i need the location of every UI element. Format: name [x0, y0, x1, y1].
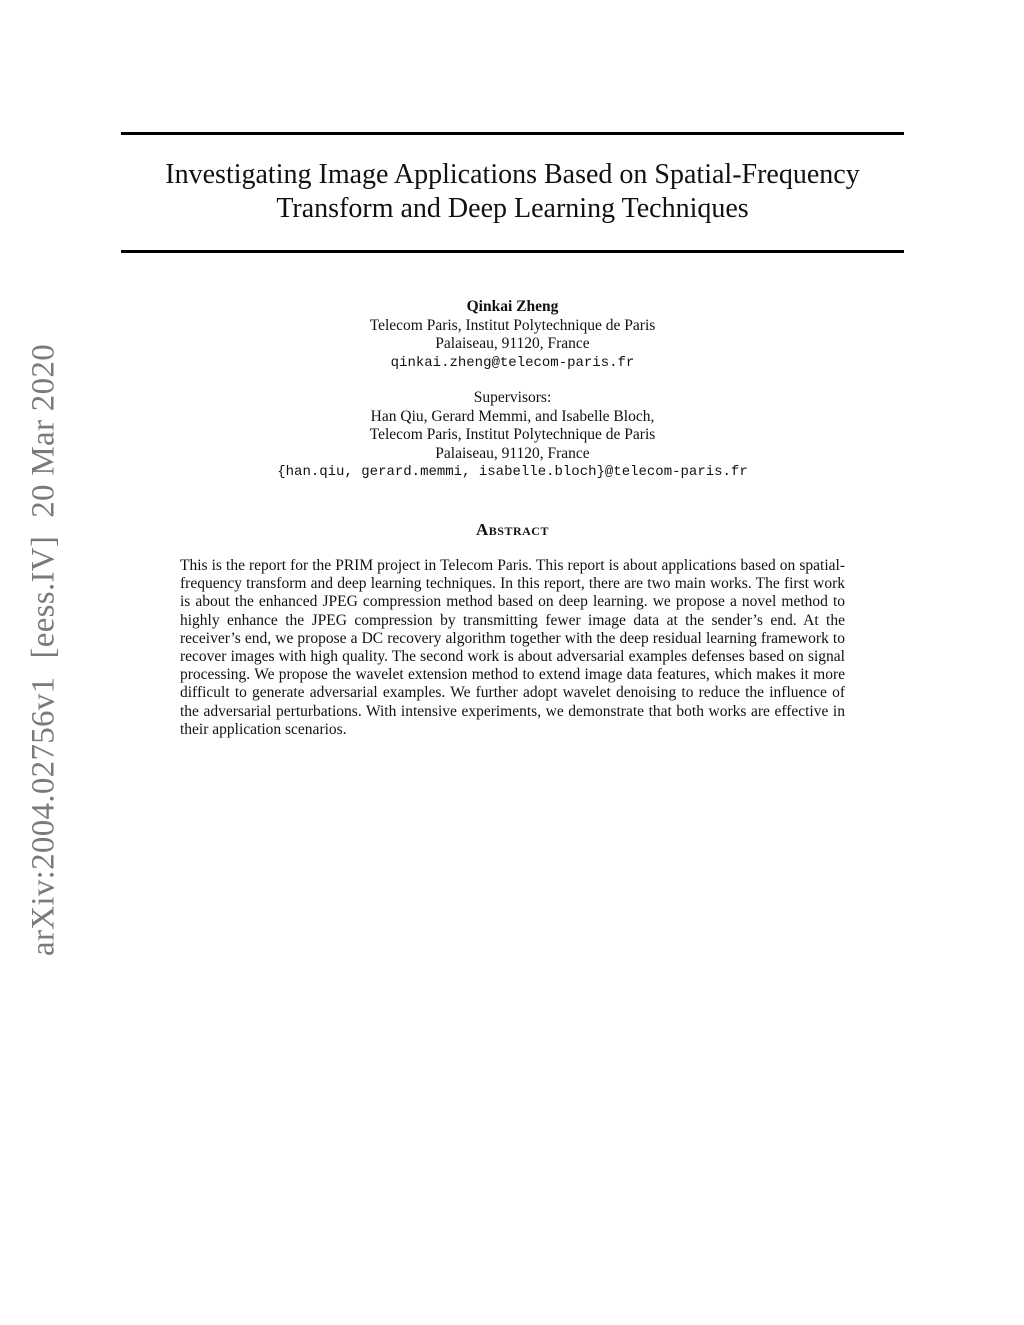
arxiv-id: arXiv:2004.02756v1	[25, 676, 62, 956]
title-top-rule	[121, 132, 904, 135]
abstract-heading: Abstract	[476, 520, 549, 539]
supervisors-address: Palaiseau, 91120, France	[435, 444, 590, 462]
title-bottom-rule	[121, 250, 904, 253]
arxiv-date: 20 Mar 2020	[25, 344, 62, 518]
supervisors-names: Han Qiu, Gerard Memmi, and Isabelle Bloch,	[370, 407, 655, 425]
paper-title	[121, 158, 904, 226]
title-line-1: Investigating Image Applications Based on Spatial-Frequency	[165, 159, 860, 190]
supervisors-label: Supervisors:	[473, 389, 552, 406]
author-block	[121, 298, 904, 482]
abstract-text: This is the report for the PRIM project in Telecom Paris. This report is about applications based on spatial-frequency transform and deep learning techniques. In this report, there are two main works. The first work is about the enhanced JPEG compression method based on deep learning. we propose a novel method to highly enhance the JPEG compression by transmitting fewer image data at the sender’s end. At the receiver’s end, we propose a DC recovery algorithm together with the deep residual learning framework to recover images with high quality. The second work is about adversarial examples defenses based on signal processing. We propose the wavelet extension method to extend image data features, which makes it more difficult to generate adversarial examples. We further adopt wavelet denoising to reduce the influence of the adversarial perturbations. With intensive experiments, we demonstrate that both works are effective in their application scenarios.	[180, 557, 845, 738]
supervisors-email: {han.qiu, gerard.memmi, isabelle.bloch}@telecom-paris.fr	[277, 464, 748, 480]
author-name: Qinkai Zheng	[466, 298, 559, 315]
author-address: Palaiseau, 91120, France	[435, 335, 590, 352]
arxiv-identifier-stamp	[26, 344, 63, 956]
supervisors-affiliation: Telecom Paris, Institut Polytechnique de Paris	[369, 426, 656, 443]
arxiv-category: [eess.IV]	[25, 535, 62, 659]
author-email: qinkai.zheng@telecom-paris.fr	[390, 354, 635, 371]
title-line-2: Transform and Deep Learning Techniques	[276, 193, 749, 224]
author-spacer	[121, 372, 904, 389]
author-affiliation: Telecom Paris, Institut Polytechnique de Paris	[369, 316, 656, 334]
